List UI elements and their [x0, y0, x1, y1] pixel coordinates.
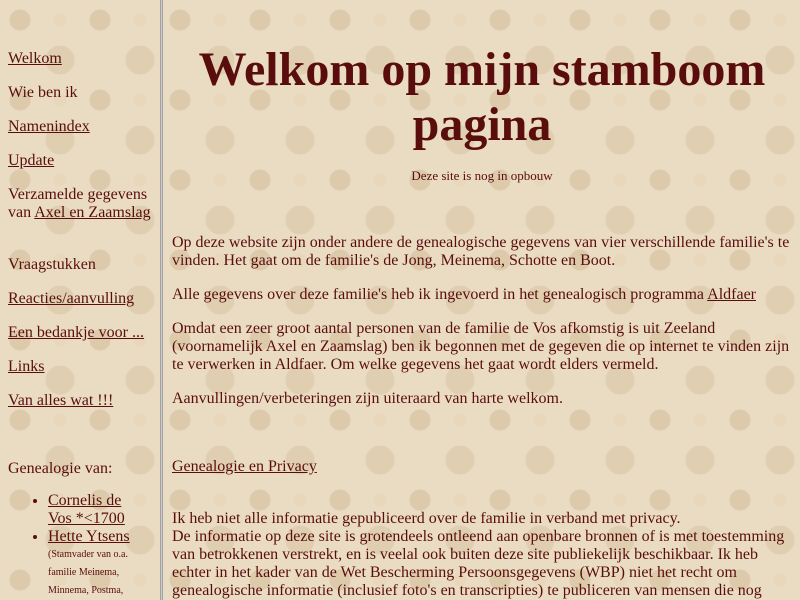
ancestor-list	[8, 492, 148, 600]
genealogy-heading: Genealogie van:	[8, 460, 113, 477]
intro-paragraph: Op deze website zijn onder andere de genealogische gegevens van vier verschillende familie's te vinden. Het gaat om de familie's de Jong, Meinema, Schotte en Boot.	[172, 234, 790, 269]
zeeland-paragraph: Omdat een zeer groot aantal personen van de familie de Vos afkomstig is uit Zeeland (voornamelijk Axel en Zaamslag) ben ik begonnen met de gegeven die op internet te vinden zijn te verwerken in Aldfaer. Om welke gegevens het gaat wordt elders vermeld.	[172, 320, 790, 373]
nav-verzamelde-gegevens	[8, 186, 158, 222]
program-paragraph	[172, 286, 794, 304]
privacy-intro-paragraph: Ik heb niet alle informatie gepubliceerd over de familie in verband met privacy.	[172, 510, 681, 527]
sidebar-divider	[160, 0, 163, 600]
nav-van-alles-wat[interactable]: Van alles wat !!!	[8, 392, 114, 409]
privacy-detail-paragraph: De informatie op deze site is grotendeels ontleend aan openbare bronnen of is met toestemming van betrokkenen verstrekt, en is veelal ook buiten deze site publiekelijk beschikbaar. Ik heb echter in het kader van de Wet Bescherming Persoonsgegevens (WBP) niet het recht om genealogische informatie (inclusief foto's en transcripties) te publiceren van mensen die nog	[172, 528, 785, 599]
nav-links[interactable]: Links	[8, 358, 45, 375]
privacy-link[interactable]: Genealogie en Privacy	[172, 458, 317, 475]
ancestor-cornelis-link[interactable]: Cornelis de Vos *<1700	[48, 492, 125, 527]
aldfaer-link[interactable]: Aldfaer	[707, 286, 756, 303]
sidebar	[0, 0, 160, 600]
nav-welkom[interactable]: Welkom	[8, 50, 62, 67]
verzamelde-prefix: Verzamelde gegevens van	[8, 186, 148, 221]
nav-reacties[interactable]: Reacties/aanvulling	[8, 290, 135, 307]
nav-vraagstukken: Vraagstukken	[8, 256, 96, 273]
additions-paragraph: Aanvullingen/verbeteringen zijn uiteraard van harte welkom.	[172, 390, 563, 407]
main-content	[172, 0, 794, 600]
page-title: Welkom op mijn stamboom pagina	[198, 43, 766, 151]
nav-wie-ben-ik: Wie ben ik	[8, 84, 78, 101]
nav-namenindex[interactable]: Namenindex	[8, 118, 90, 135]
privacy-paragraph	[172, 458, 794, 476]
nav-bedankje[interactable]: Een bedankje voor ...	[8, 324, 144, 341]
list-item	[48, 492, 148, 528]
nav-update[interactable]: Update	[8, 152, 55, 169]
ancestor-hette-link[interactable]: Hette Ytsens	[48, 528, 130, 545]
construction-notice: Deze site is nog in opbouw	[411, 168, 553, 183]
ancestor-note: (Stamvader van o.a. familie Meinema, Minnema, Postma,	[48, 549, 128, 596]
program-text: Alle gegevens over deze familie's heb ik ingevoerd in het genealogisch programma	[172, 286, 708, 303]
list-item	[48, 528, 148, 600]
link-axel-en-zaamslag[interactable]: Axel en Zaamslag	[34, 204, 151, 221]
